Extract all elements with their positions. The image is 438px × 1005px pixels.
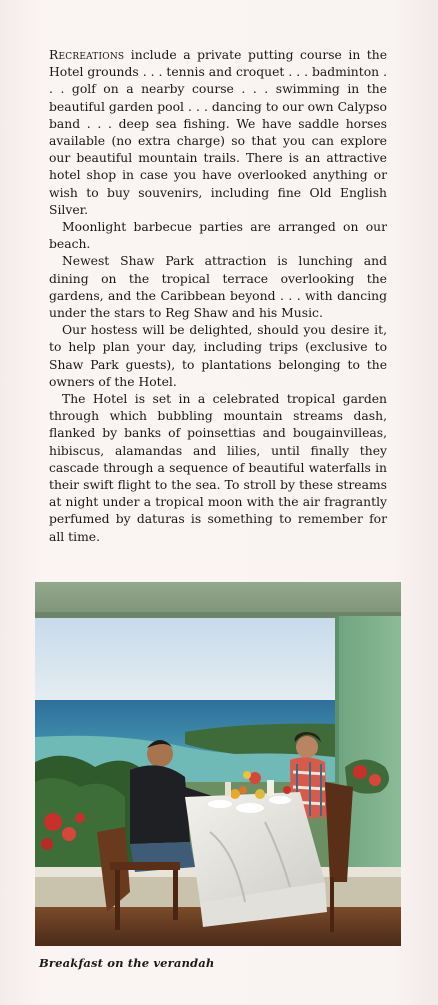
paragraph-terrace: Newest Shaw Park attraction is lunching and dining on the tropical terrace overlooking the gardens, and the Caribbean beyond . . . with dancing under the stars to Reg Shaw and his Music. (49, 254, 387, 321)
paragraph-barbecue: Moonlight barbecue parties are arranged on our beach. (49, 220, 387, 252)
body-text (49, 47, 387, 546)
lead-word: Recreations (49, 48, 125, 62)
paragraph-recreations (49, 47, 387, 219)
verandah-illustration (35, 582, 401, 946)
paragraph-hostess: Our hostess will be delighted, should you desire it, to help plan your day, including trips (exclusive to Shaw Park guests), to plantations belonging to the owners of the Hotel. (49, 323, 387, 389)
paragraph-text: include a private putting course in the Hotel grounds . . . tennis and croquet . . . badminton . . . golf on a nearby course . . . swimming in the beautiful garden pool . . . dancing to our own Calypso band . . . deep sea fishing. We have saddle horses available (no extra charge) so that you can explore our beautiful mountain trails. There is an attractive hotel shop in case you have overlooked anything or wish to buy souvenirs, including fine Old English Silver. (49, 48, 387, 217)
paragraph-garden: The Hotel is set in a celebrated tropical garden through which bubbling mountain streams dash, flanked by banks of poinsettias and bougainvilleas, hibiscus, alamandas and lilies, until finally they cascade through a sequence of beautiful waterfalls in their swift flight to the sea. To stroll by these streams at night under a tropical moon with the air fragrantly perfumed by daturas is something to remember for all time. (49, 392, 387, 544)
photo-caption: Breakfast on the verandah (39, 956, 215, 970)
verandah-photo (35, 582, 401, 946)
